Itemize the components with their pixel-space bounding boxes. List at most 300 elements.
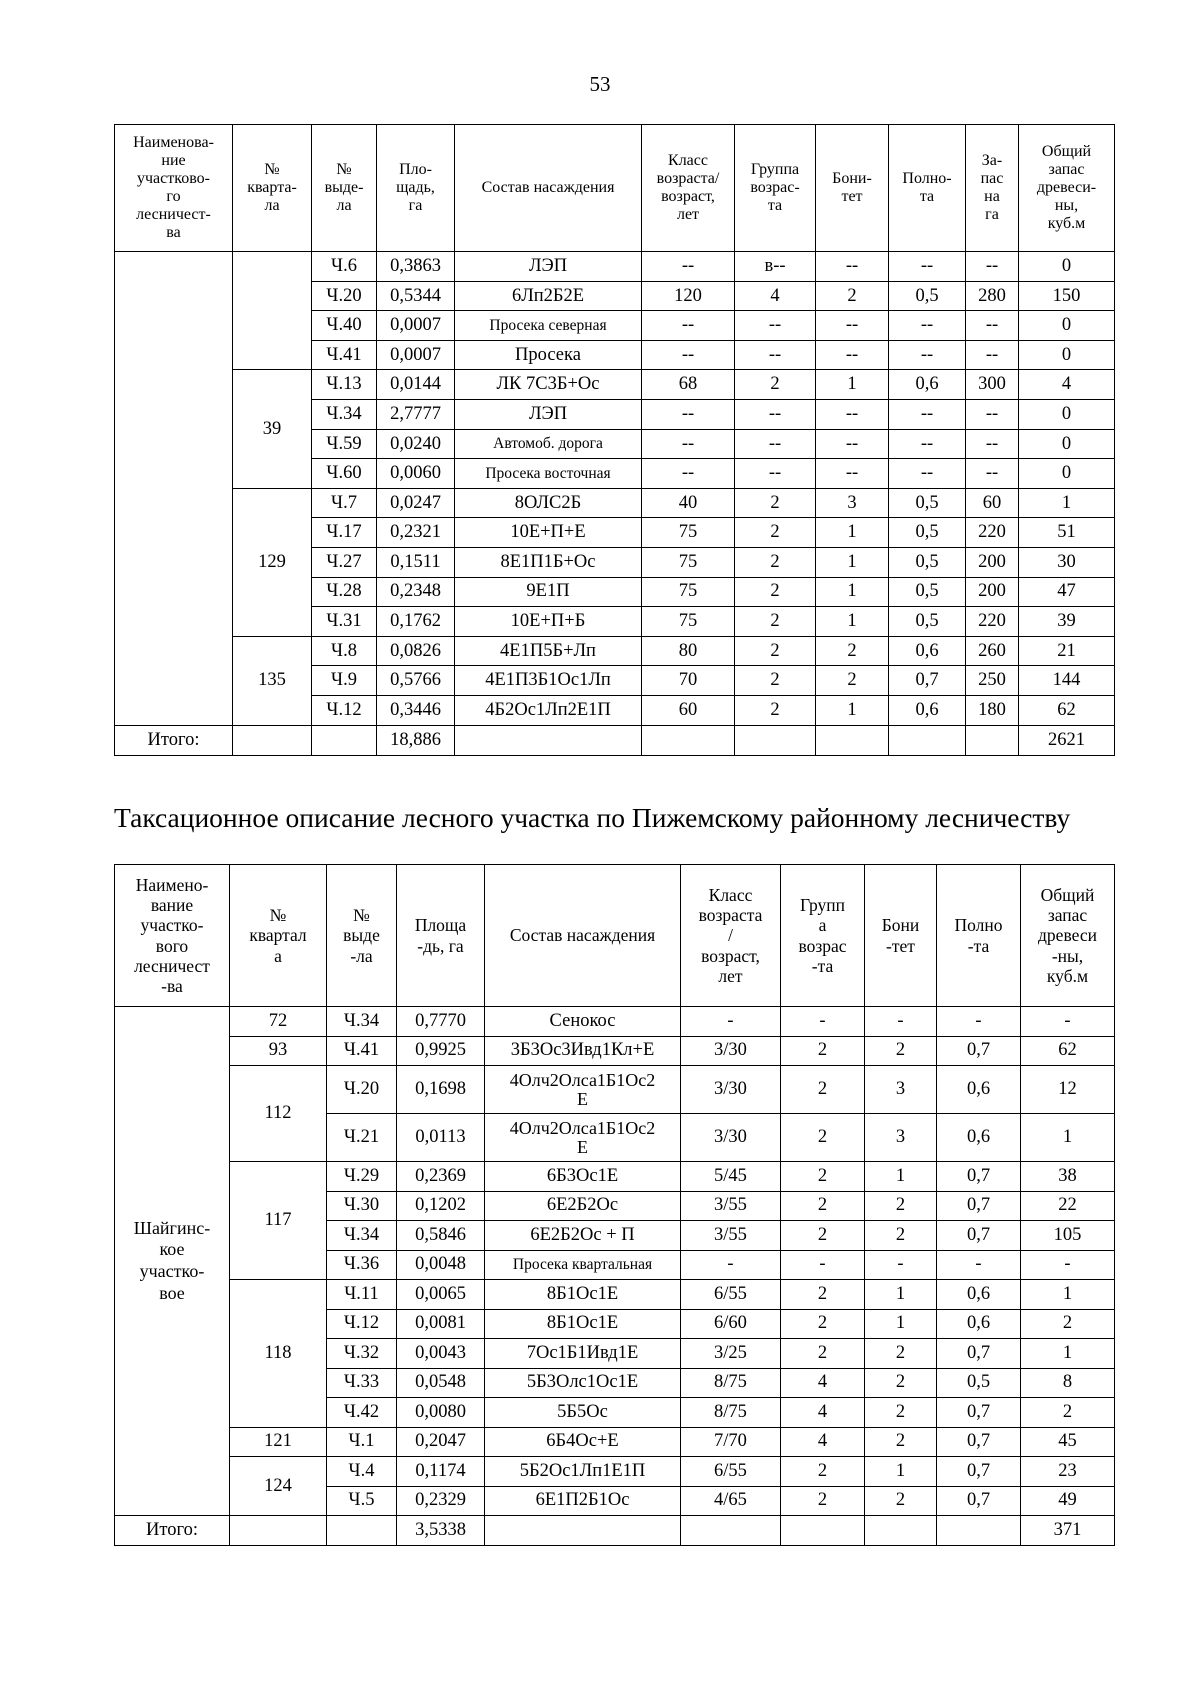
table2-data-cell: 3/30 bbox=[681, 1036, 781, 1066]
table2-data-cell: Ч.1 bbox=[327, 1427, 397, 1457]
table2-data-cell: 1 bbox=[865, 1309, 937, 1339]
table2-data-cell: 2 bbox=[781, 1114, 865, 1162]
table2-data-cell: 6Е2Б2Ос + П bbox=[485, 1221, 681, 1251]
table1-data-cell: -- bbox=[735, 311, 816, 341]
table2-data-cell: 5/45 bbox=[681, 1162, 781, 1192]
table1-data-cell: 260 bbox=[966, 636, 1019, 666]
table1-data-cell: 0,3863 bbox=[377, 252, 455, 282]
table1-data-cell: 40 bbox=[642, 488, 735, 518]
table1-data-cell: -- bbox=[889, 459, 966, 489]
table-row bbox=[115, 252, 1115, 282]
table2-data-cell: Ч.12 bbox=[327, 1309, 397, 1339]
table1-empty-cell bbox=[735, 725, 816, 755]
table1-data-cell: 8ОЛС2Б bbox=[455, 488, 642, 518]
table2-header-cell: Состав насаждения bbox=[485, 865, 681, 1007]
table1-data-cell: 0,0826 bbox=[377, 636, 455, 666]
table2-header-cell: № выде -ла bbox=[327, 865, 397, 1007]
table2-data-cell: Ч.42 bbox=[327, 1398, 397, 1428]
table2-data-cell: - bbox=[681, 1007, 781, 1037]
table1-data-cell: Ч.13 bbox=[312, 370, 377, 400]
table-row bbox=[115, 1427, 1115, 1457]
table2-data-cell: - bbox=[865, 1007, 937, 1037]
table1-data-cell: 0,5 bbox=[889, 518, 966, 548]
table1-data-cell: Ч.27 bbox=[312, 547, 377, 577]
table1-data-cell: 0,6 bbox=[889, 370, 966, 400]
table2-data-cell: 1 bbox=[1021, 1280, 1115, 1310]
table1-data-cell: 2 bbox=[735, 607, 816, 637]
table1-data-cell: Ч.20 bbox=[312, 281, 377, 311]
table1-data-cell: 0,5 bbox=[889, 547, 966, 577]
table1-data-cell: -- bbox=[735, 399, 816, 429]
table2-data-cell: 4 bbox=[781, 1398, 865, 1428]
table1-data-cell: Просека северная bbox=[455, 311, 642, 341]
table2-data-cell: 2 bbox=[865, 1486, 937, 1516]
table1-region-cell bbox=[115, 252, 233, 726]
table-row bbox=[115, 1036, 1115, 1066]
table1-data-cell: 4Е1П3Б1Ос1Лп bbox=[455, 666, 642, 696]
table1-data-cell: Ч.28 bbox=[312, 577, 377, 607]
table-row bbox=[115, 488, 1115, 518]
table2-data-cell: 38 bbox=[1021, 1162, 1115, 1192]
table1-data-cell: Ч.40 bbox=[312, 311, 377, 341]
table1-header-cell: Пло- щадь, га bbox=[377, 125, 455, 252]
table1-data-cell: 0,5 bbox=[889, 281, 966, 311]
table1-kvartal-cell bbox=[233, 252, 312, 370]
table1-data-cell: 0,5 bbox=[889, 607, 966, 637]
table2-data-cell: 0,0080 bbox=[397, 1398, 485, 1428]
table2-data-cell: 0,7 bbox=[937, 1457, 1021, 1487]
table2-data-cell: 0,9925 bbox=[397, 1036, 485, 1066]
table1-data-cell: 220 bbox=[966, 607, 1019, 637]
table2-data-cell: Ч.4 bbox=[327, 1457, 397, 1487]
table1-empty-cell bbox=[312, 725, 377, 755]
table2-data-cell: 6/55 bbox=[681, 1280, 781, 1310]
table1-data-cell: -- bbox=[642, 399, 735, 429]
table2-header-cell: Наимено- вание участко- вого лесничест -ва bbox=[115, 865, 230, 1007]
table2-data-cell: 2 bbox=[1021, 1309, 1115, 1339]
table2-data-cell: 2 bbox=[781, 1221, 865, 1251]
table2-data-cell: 0,2329 bbox=[397, 1486, 485, 1516]
table1-data-cell: 39 bbox=[1019, 607, 1115, 637]
table1-data-cell: -- bbox=[889, 429, 966, 459]
table2-data-cell: 0,7 bbox=[937, 1398, 1021, 1428]
table2-data-cell: 0,5846 bbox=[397, 1221, 485, 1251]
table1-data-cell: 2 bbox=[735, 547, 816, 577]
table1-data-cell: 75 bbox=[642, 607, 735, 637]
table2-data-cell: 8 bbox=[1021, 1368, 1115, 1398]
table2-empty-cell bbox=[327, 1516, 397, 1546]
table1-data-cell: -- bbox=[816, 311, 889, 341]
table1-data-cell: 68 bbox=[642, 370, 735, 400]
table2-data-cell: 0,7 bbox=[937, 1191, 1021, 1221]
table2-data-cell: 0,7 bbox=[937, 1221, 1021, 1251]
table1-data-cell: 0,0007 bbox=[377, 340, 455, 370]
table2-data-cell: 1 bbox=[865, 1280, 937, 1310]
table2-data-cell: Ч.21 bbox=[327, 1114, 397, 1162]
table1-data-cell: 10Е+П+Б bbox=[455, 607, 642, 637]
table1-data-cell: Ч.12 bbox=[312, 695, 377, 725]
table1-data-cell: 0,0144 bbox=[377, 370, 455, 400]
table2-data-cell: 2 bbox=[781, 1191, 865, 1221]
table1-data-cell: Ч.41 bbox=[312, 340, 377, 370]
table-row bbox=[115, 1007, 1115, 1037]
table2-data-cell: 0,0065 bbox=[397, 1280, 485, 1310]
table2-data-cell: 0,0043 bbox=[397, 1339, 485, 1369]
table2-data-cell: 4Олч2Олса1Б1Ос2 Е bbox=[485, 1066, 681, 1114]
table2-data-cell: 5Б2Ос1Лп1Е1П bbox=[485, 1457, 681, 1487]
table2-data-cell: 0,6 bbox=[937, 1280, 1021, 1310]
table2-data-cell: Ч.33 bbox=[327, 1368, 397, 1398]
table2-data-cell: 3Б3Ос3Ивд1Кл+Е bbox=[485, 1036, 681, 1066]
table1-kvartal-cell: 39 bbox=[233, 370, 312, 488]
table1-data-cell: 0 bbox=[1019, 399, 1115, 429]
table1-data-cell: 0,0060 bbox=[377, 459, 455, 489]
table2-data-cell: 2 bbox=[781, 1309, 865, 1339]
table1-data-cell: -- bbox=[966, 311, 1019, 341]
table1-data-cell: 200 bbox=[966, 547, 1019, 577]
table1-data-cell: 1 bbox=[816, 577, 889, 607]
table2-header-cell: Класс возраста / возраст, лет bbox=[681, 865, 781, 1007]
table2-data-cell: 3/55 bbox=[681, 1191, 781, 1221]
table1-data-cell: 75 bbox=[642, 577, 735, 607]
table2-data-cell: 49 bbox=[1021, 1486, 1115, 1516]
table1-data-cell: Автомоб. дорога bbox=[455, 429, 642, 459]
table1-data-cell: -- bbox=[966, 399, 1019, 429]
table1-data-cell: ЛЭП bbox=[455, 399, 642, 429]
table2-data-cell: 1 bbox=[865, 1162, 937, 1192]
table2-data-cell: Ч.29 bbox=[327, 1162, 397, 1192]
table1-data-cell: 2 bbox=[735, 666, 816, 696]
table1-data-cell: 51 bbox=[1019, 518, 1115, 548]
table2-data-cell: 2 bbox=[865, 1398, 937, 1428]
table2-data-cell: 4Олч2Олса1Б1Ос2 Е bbox=[485, 1114, 681, 1162]
table1-data-cell: 2 bbox=[735, 577, 816, 607]
table2-header-cell: Бони -тет bbox=[865, 865, 937, 1007]
table1-data-cell: 2 bbox=[735, 636, 816, 666]
table1-data-cell: 0,1511 bbox=[377, 547, 455, 577]
table2-data-cell: Ч.34 bbox=[327, 1007, 397, 1037]
table1-data-cell: 9Е1П bbox=[455, 577, 642, 607]
table1-data-cell: Ч.6 bbox=[312, 252, 377, 282]
table1-data-cell: -- bbox=[889, 399, 966, 429]
table2-data-cell: 6Б3Ос1Е bbox=[485, 1162, 681, 1192]
table2-data-cell: 2 bbox=[781, 1280, 865, 1310]
table2-data-cell: - bbox=[781, 1250, 865, 1280]
table1-data-cell: -- bbox=[889, 340, 966, 370]
forest-table-1 bbox=[114, 124, 1115, 756]
table1-header-cell: Группа возрас- та bbox=[735, 125, 816, 252]
table1-data-cell: 6Лп2Б2Е bbox=[455, 281, 642, 311]
table1-data-cell: -- bbox=[735, 429, 816, 459]
table1-empty-cell bbox=[966, 725, 1019, 755]
table1-data-cell: 2,7777 bbox=[377, 399, 455, 429]
table2-data-cell: 2 bbox=[865, 1368, 937, 1398]
table1-data-cell: 280 bbox=[966, 281, 1019, 311]
table2-data-cell: - bbox=[865, 1250, 937, 1280]
table-row bbox=[115, 1162, 1115, 1192]
table2-data-cell: 3/30 bbox=[681, 1114, 781, 1162]
table2-data-cell: 2 bbox=[781, 1457, 865, 1487]
table1-header-cell: № выде- ла bbox=[312, 125, 377, 252]
table2-data-cell: 0,7770 bbox=[397, 1007, 485, 1037]
table2-data-cell: 0,6 bbox=[937, 1114, 1021, 1162]
page-number: 53 bbox=[589, 72, 611, 96]
table1-empty-cell bbox=[889, 725, 966, 755]
table2-kvartal-cell: 124 bbox=[230, 1457, 327, 1516]
table1-data-cell: 0,7 bbox=[889, 666, 966, 696]
table2-data-cell: 0,7 bbox=[937, 1427, 1021, 1457]
table2-data-cell: 8Б1Ос1Е bbox=[485, 1309, 681, 1339]
table2-data-cell: Сенокос bbox=[485, 1007, 681, 1037]
table1-data-cell: 21 bbox=[1019, 636, 1115, 666]
table2-data-cell: 2 bbox=[1021, 1398, 1115, 1428]
table1-data-cell: Ч.7 bbox=[312, 488, 377, 518]
table2-data-cell: Ч.5 bbox=[327, 1486, 397, 1516]
table1-data-cell: 10Е+П+Е bbox=[455, 518, 642, 548]
table2-data-cell: 2 bbox=[781, 1486, 865, 1516]
table2-data-cell: 5Б3Олс1Ос1Е bbox=[485, 1368, 681, 1398]
table1-data-cell: 180 bbox=[966, 695, 1019, 725]
table2-header-cell: Полно -та bbox=[937, 865, 1021, 1007]
table1-header-cell: Состав насаждения bbox=[455, 125, 642, 252]
table1-data-cell: 60 bbox=[966, 488, 1019, 518]
table2-data-cell: 2 bbox=[781, 1066, 865, 1114]
table1-data-cell: 0,0247 bbox=[377, 488, 455, 518]
table2-data-cell: 1 bbox=[865, 1457, 937, 1487]
table2-data-cell: 0,1202 bbox=[397, 1191, 485, 1221]
table2-kvartal-cell: 118 bbox=[230, 1280, 327, 1428]
table1-data-cell: 4 bbox=[1019, 370, 1115, 400]
table1-data-cell: -- bbox=[735, 459, 816, 489]
table2-data-cell: 0,0548 bbox=[397, 1368, 485, 1398]
table1-data-cell: -- bbox=[816, 252, 889, 282]
table2-data-cell: 0,6 bbox=[937, 1066, 1021, 1114]
table1-data-cell: ЛЭП bbox=[455, 252, 642, 282]
table1-data-cell: -- bbox=[816, 399, 889, 429]
table2-data-cell: 6/60 bbox=[681, 1309, 781, 1339]
table2-kvartal-cell: 117 bbox=[230, 1162, 327, 1280]
table1-data-cell: 0,6 bbox=[889, 695, 966, 725]
table1-data-cell: -- bbox=[889, 252, 966, 282]
table2-total-label: Итого: bbox=[115, 1516, 230, 1546]
table2-data-cell: Ч.41 bbox=[327, 1036, 397, 1066]
table1-data-cell: 1 bbox=[816, 607, 889, 637]
table-row bbox=[115, 370, 1115, 400]
table2-data-cell: - bbox=[1021, 1250, 1115, 1280]
table1-kvartal-cell: 135 bbox=[233, 636, 312, 725]
table1-data-cell: Ч.8 bbox=[312, 636, 377, 666]
table2-data-cell: Ч.36 bbox=[327, 1250, 397, 1280]
table1-header-cell: Бони- тет bbox=[816, 125, 889, 252]
table1-data-cell: 1 bbox=[816, 695, 889, 725]
table2-data-cell: 7/70 bbox=[681, 1427, 781, 1457]
table2-header-cell: Площа -дь, га bbox=[397, 865, 485, 1007]
table1-data-cell: 75 bbox=[642, 518, 735, 548]
table1-data-cell: -- bbox=[889, 311, 966, 341]
table1-data-cell: 0,3446 bbox=[377, 695, 455, 725]
table2-data-cell: 8/75 bbox=[681, 1398, 781, 1428]
table1-data-cell: Ч.31 bbox=[312, 607, 377, 637]
table1-data-cell: Ч.34 bbox=[312, 399, 377, 429]
table1-data-cell: 0,2321 bbox=[377, 518, 455, 548]
table1-data-cell: Просека восточная bbox=[455, 459, 642, 489]
table1-data-cell: Ч.17 bbox=[312, 518, 377, 548]
table2-data-cell: 2 bbox=[781, 1162, 865, 1192]
table2-empty-cell bbox=[485, 1516, 681, 1546]
table2-total-area: 3,5338 bbox=[397, 1516, 485, 1546]
table1-data-cell: 2 bbox=[735, 518, 816, 548]
table1-data-cell: 2 bbox=[816, 281, 889, 311]
table1-header-cell: Общий запас древеси- ны, куб.м bbox=[1019, 125, 1115, 252]
table1-data-cell: 0 bbox=[1019, 311, 1115, 341]
table1-data-cell: 3 bbox=[816, 488, 889, 518]
table1-data-cell: 80 bbox=[642, 636, 735, 666]
table2-data-cell: - bbox=[1021, 1007, 1115, 1037]
table1-data-cell: 2 bbox=[735, 370, 816, 400]
table1-data-cell: 30 bbox=[1019, 547, 1115, 577]
table2-data-cell: 105 bbox=[1021, 1221, 1115, 1251]
table2-header-cell: Общий запас древеси -ны, куб.м bbox=[1021, 865, 1115, 1007]
table2-data-cell: 2 bbox=[865, 1036, 937, 1066]
table2-data-cell: Ч.30 bbox=[327, 1191, 397, 1221]
table2-data-cell: 2 bbox=[865, 1339, 937, 1369]
table2-data-cell: 8/75 bbox=[681, 1368, 781, 1398]
table2-data-cell: 62 bbox=[1021, 1036, 1115, 1066]
table1-data-cell: 4Е1П5Б+Лп bbox=[455, 636, 642, 666]
table1-data-cell: 1 bbox=[1019, 488, 1115, 518]
table2-data-cell: 0,0048 bbox=[397, 1250, 485, 1280]
table1-data-cell: Ч.60 bbox=[312, 459, 377, 489]
table2-data-cell: - bbox=[937, 1007, 1021, 1037]
table1-data-cell: 0 bbox=[1019, 252, 1115, 282]
forest-table-2 bbox=[114, 864, 1115, 1546]
table2-data-cell: 22 bbox=[1021, 1191, 1115, 1221]
table2-data-cell: 8Б1Ос1Е bbox=[485, 1280, 681, 1310]
table2-header-cell: Групп а возрас -та bbox=[781, 865, 865, 1007]
table2-data-cell: Ч.32 bbox=[327, 1339, 397, 1369]
table2-data-cell: 4/65 bbox=[681, 1486, 781, 1516]
section-title: Таксационное описание лесного участка по Пижемскому районному лесничеству bbox=[114, 802, 1071, 833]
table2-data-cell: Ч.34 bbox=[327, 1221, 397, 1251]
table2-data-cell: - bbox=[781, 1007, 865, 1037]
table2-data-cell: 0,7 bbox=[937, 1162, 1021, 1192]
table1-total-area: 18,886 bbox=[377, 725, 455, 755]
table2-data-cell: 3 bbox=[865, 1066, 937, 1114]
table2-data-cell: 6Б4Ос+Е bbox=[485, 1427, 681, 1457]
table1-data-cell: 62 bbox=[1019, 695, 1115, 725]
table1-empty-cell bbox=[816, 725, 889, 755]
table2-data-cell: Просека квартальная bbox=[485, 1250, 681, 1280]
table2-data-cell: 0,7 bbox=[937, 1486, 1021, 1516]
table-row bbox=[115, 636, 1115, 666]
table2-data-cell: 2 bbox=[865, 1221, 937, 1251]
table2-header-cell: № квартал а bbox=[230, 865, 327, 1007]
table2-data-cell: 0,7 bbox=[937, 1339, 1021, 1369]
table2-empty-cell bbox=[781, 1516, 865, 1546]
table1-data-cell: 2 bbox=[735, 695, 816, 725]
table2-header-row bbox=[115, 865, 1115, 1007]
table1-data-cell: ЛК 7С3Б+Ос bbox=[455, 370, 642, 400]
table2-empty-cell bbox=[865, 1516, 937, 1546]
table1-data-cell: 0 bbox=[1019, 429, 1115, 459]
table2-data-cell: 45 bbox=[1021, 1427, 1115, 1457]
table2-data-cell: 3/30 bbox=[681, 1066, 781, 1114]
table2-data-cell: 3/25 bbox=[681, 1339, 781, 1369]
table2-data-cell: 0,6 bbox=[937, 1309, 1021, 1339]
table1-data-cell: -- bbox=[816, 459, 889, 489]
table1-data-cell: 0 bbox=[1019, 459, 1115, 489]
table2-data-cell: 2 bbox=[865, 1427, 937, 1457]
table1-empty-cell bbox=[455, 725, 642, 755]
table1-data-cell: -- bbox=[642, 311, 735, 341]
table1-data-cell: Ч.59 bbox=[312, 429, 377, 459]
table1-data-cell: -- bbox=[966, 340, 1019, 370]
table1-data-cell: 300 bbox=[966, 370, 1019, 400]
table2-data-cell: 5Б5Ос bbox=[485, 1398, 681, 1428]
table2-data-cell: 3 bbox=[865, 1114, 937, 1162]
table2-data-cell: - bbox=[681, 1250, 781, 1280]
table1-data-cell: 220 bbox=[966, 518, 1019, 548]
table1-data-cell: -- bbox=[966, 459, 1019, 489]
table2-total-row bbox=[115, 1516, 1115, 1546]
table1-data-cell: 70 bbox=[642, 666, 735, 696]
table1-data-cell: 0,2348 bbox=[377, 577, 455, 607]
table2-data-cell: 6Е1П2Б1Ос bbox=[485, 1486, 681, 1516]
table1-empty-cell bbox=[233, 725, 312, 755]
table1-empty-cell bbox=[642, 725, 735, 755]
table1-data-cell: 47 bbox=[1019, 577, 1115, 607]
table1-header-cell: № кварта- ла bbox=[233, 125, 312, 252]
table2-data-cell: 7Ос1Б1Ивд1Е bbox=[485, 1339, 681, 1369]
table2-data-cell: Ч.20 bbox=[327, 1066, 397, 1114]
table2-data-cell: 6Е2Б2Ос bbox=[485, 1191, 681, 1221]
table2-empty-cell bbox=[230, 1516, 327, 1546]
table1-data-cell: 1 bbox=[816, 547, 889, 577]
table2-data-cell: 6/55 bbox=[681, 1457, 781, 1487]
table1-header-cell: За- пас на га bbox=[966, 125, 1019, 252]
table1-data-cell: Просека bbox=[455, 340, 642, 370]
table2-data-cell: 2 bbox=[865, 1191, 937, 1221]
table1-data-cell: 0 bbox=[1019, 340, 1115, 370]
table1-data-cell: 1 bbox=[816, 370, 889, 400]
table1-data-cell: 0,5 bbox=[889, 488, 966, 518]
table1-data-cell: -- bbox=[642, 340, 735, 370]
table1-data-cell: 4 bbox=[735, 281, 816, 311]
table2-data-cell: 0,0081 bbox=[397, 1309, 485, 1339]
table1-header-cell: Класс возраста/ возраст, лет bbox=[642, 125, 735, 252]
table1-data-cell: 0,5344 bbox=[377, 281, 455, 311]
table2-data-cell: 3/55 bbox=[681, 1221, 781, 1251]
table1-data-cell: 2 bbox=[816, 666, 889, 696]
table2-data-cell: 0,7 bbox=[937, 1036, 1021, 1066]
table2-empty-cell bbox=[681, 1516, 781, 1546]
table-row bbox=[115, 1457, 1115, 1487]
table2-data-cell: 12 bbox=[1021, 1066, 1115, 1114]
table1-data-cell: 0,0007 bbox=[377, 311, 455, 341]
table1-data-cell: 0,0240 bbox=[377, 429, 455, 459]
table1-data-cell: 75 bbox=[642, 547, 735, 577]
table2-data-cell: 2 bbox=[781, 1339, 865, 1369]
table1-data-cell: 120 bbox=[642, 281, 735, 311]
table1-total-label: Итого: bbox=[115, 725, 233, 755]
table1-total-volume: 2621 bbox=[1019, 725, 1115, 755]
table2-empty-cell bbox=[937, 1516, 1021, 1546]
table1-data-cell: 2 bbox=[735, 488, 816, 518]
table2-data-cell: 4 bbox=[781, 1427, 865, 1457]
table1-data-cell: 4Б2Ос1Лп2Е1П bbox=[455, 695, 642, 725]
table1-data-cell: -- bbox=[642, 459, 735, 489]
table1-header-cell: Полно- та bbox=[889, 125, 966, 252]
